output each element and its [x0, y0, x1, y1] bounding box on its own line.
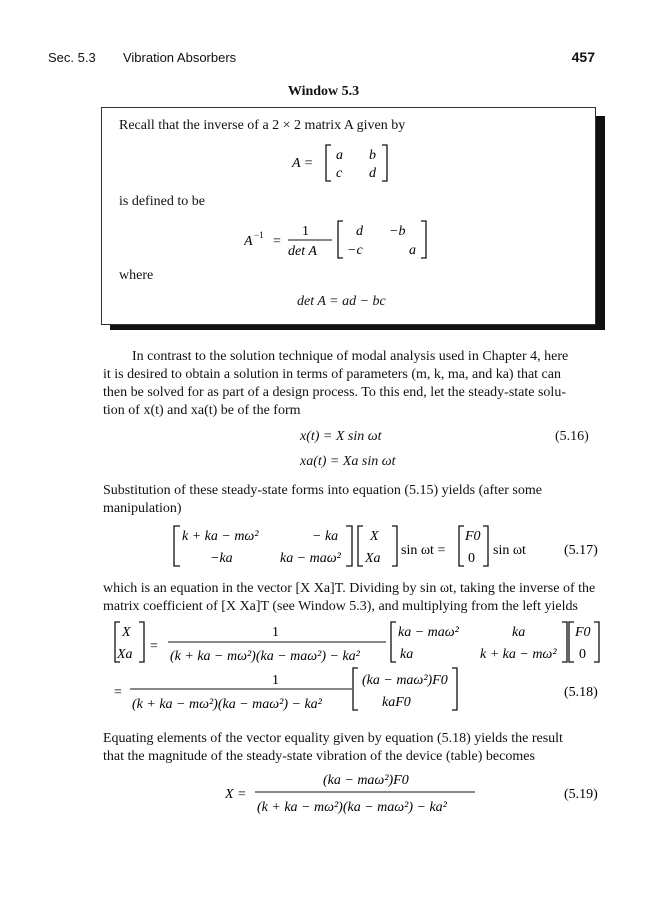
eq517-v2: Xa — [365, 551, 381, 566]
eq-516-label: (5.16) — [555, 429, 589, 444]
inverse-m12: −b — [389, 224, 406, 239]
para1-line3: then be solved for as part of a design process. To this end, let the steady-state solu- — [103, 385, 566, 400]
matrix-A-lhs: A = — [292, 156, 314, 171]
eq-518 — [100, 618, 610, 718]
eq517-v1: X — [370, 529, 379, 544]
page-number: 457 — [571, 49, 595, 65]
eq518-m21: ka — [400, 647, 414, 662]
eq518-r1: (ka − maω²)F0 — [362, 673, 448, 688]
para3-line1: which is an equation in the vector [X Xa]T. Dividing by sin ωt, taking the inverse of the — [103, 581, 596, 596]
bracket-right — [382, 145, 387, 181]
eq517-r1: F0 — [465, 529, 481, 544]
window-title: Window 5.3 — [287, 84, 360, 99]
eq-517 — [170, 522, 610, 572]
matrix-A-a: a — [336, 148, 343, 163]
inverse-m22: a — [409, 243, 416, 258]
window-where: where — [119, 268, 154, 283]
eq518-v2: Xa — [117, 647, 133, 662]
eq517-sin1: sin ωt = — [401, 543, 446, 558]
eq518-num1: 1 — [272, 625, 279, 640]
eq517-m11: k + ka − mω² — [182, 529, 259, 544]
eq517-m21: −ka — [210, 551, 233, 566]
eq519-label: (5.19) — [564, 787, 598, 802]
eq-519 — [225, 770, 610, 820]
para1-line4: tion of x(t) and xa(t) be of the form — [103, 403, 301, 418]
para2-line1: Substitution of these steady-state forms into equation (5.15) yields (after some — [103, 483, 542, 498]
para1-line2: it is desired to obtain a solution in terms of parameters (m, k, ma, and ka) that can — [103, 367, 561, 382]
eq517-r2: 0 — [468, 551, 475, 566]
eq519-lhs: X = — [225, 787, 247, 802]
window-defined: is defined to be — [119, 194, 205, 209]
eq517-m22: ka − maω² — [280, 551, 341, 566]
bracket-left — [326, 145, 331, 181]
inverse-m21: −c — [347, 243, 363, 258]
eq-516-line1: x(t) = X sin ωt — [300, 429, 382, 444]
eq518-v1: X — [122, 625, 131, 640]
eq517-m12: − ka — [312, 529, 339, 544]
eq518-num2: 1 — [272, 673, 279, 688]
para4-line1: Equating elements of the vector equality given by equation (5.18) yields the result — [103, 731, 563, 746]
section-number: Sec. 5.3 — [48, 50, 96, 65]
inverse-eq: = — [273, 234, 281, 249]
matrix-A-b: b — [369, 148, 376, 163]
eq518-m11: ka − maω² — [398, 625, 459, 640]
eq518-f2: 0 — [579, 647, 586, 662]
section-title: Vibration Absorbers — [122, 50, 237, 65]
eq519-num: (ka − maω²)F0 — [323, 773, 409, 788]
para3-line2: matrix coefficient of [X Xa]T (see Window 5.3), and multiplying from the left yields — [103, 599, 578, 614]
inverse-equation — [244, 212, 434, 262]
inverse-lhs: A — [244, 234, 253, 249]
window-det: det A = ad − bc — [297, 294, 386, 309]
matrix-A-c: c — [336, 166, 343, 181]
eq517-label: (5.17) — [564, 543, 598, 558]
matrix-A-equation — [290, 140, 400, 186]
para4-line2: that the magnitude of the steady-state vibration of the device (table) becomes — [103, 749, 535, 764]
eq519-den: (k + ka − mω²)(ka − maω²) − ka² — [257, 800, 447, 815]
eq518-m22: k + ka − mω² — [480, 647, 557, 662]
eq517-sin2: sin ωt — [493, 543, 526, 558]
eq518-den2: (k + ka − mω²)(ka − maω²) − ka² — [132, 697, 322, 712]
inverse-den: det A — [288, 244, 317, 259]
para1-line1: In contrast to the solution technique of modal analysis used in Chapter 4, here — [132, 349, 569, 364]
inv-bracket-right — [421, 221, 426, 258]
inverse-lhs-sup: −1 — [254, 230, 264, 240]
running-header — [48, 50, 236, 65]
eq-516-line2: xa(t) = Xa sin ωt — [300, 454, 396, 469]
inverse-m11: d — [356, 224, 363, 239]
eq518-eq1: = — [150, 639, 158, 654]
inv-bracket-left — [338, 221, 343, 258]
eq518-f1: F0 — [575, 625, 591, 640]
matrix-A-d: d — [369, 166, 376, 181]
window-intro: Recall that the inverse of a 2 × 2 matrix A given by — [119, 118, 406, 133]
eq518-eq2: = — [114, 685, 122, 700]
eq518-label: (5.18) — [564, 685, 598, 700]
para2-line2: manipulation) — [103, 501, 182, 516]
eq518-r2: kaF0 — [382, 695, 411, 710]
eq518-den1: (k + ka − mω²)(ka − maω²) − ka² — [170, 649, 360, 664]
inverse-num: 1 — [302, 224, 309, 239]
eq518-m12: ka — [512, 625, 526, 640]
